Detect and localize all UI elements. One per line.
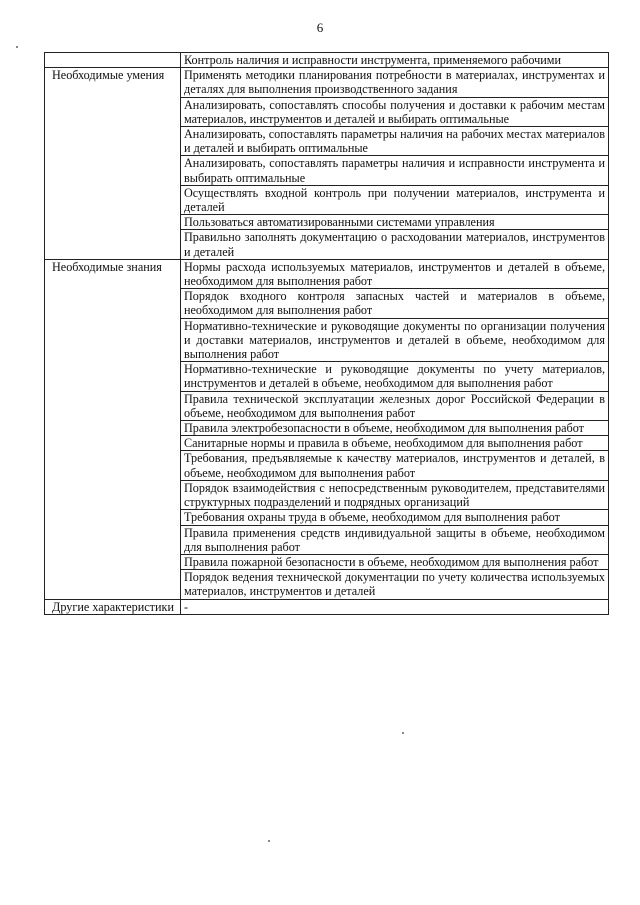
- text-cell: Требования, предъявляемые к качеству материалов, инструментов и деталей, в объеме, необходимом для выполнения работ: [181, 451, 609, 480]
- scan-speck: [402, 732, 404, 734]
- text-cell: Анализировать, сопоставлять параметры наличия и исправности инструмента и выбирать оптимальные: [181, 156, 609, 185]
- section-label-knowledge: Необходимые знания: [45, 259, 181, 599]
- text-cell: Правила технической эксплуатации железных дорог Российской Федерации в объеме, необходимом для выполнения работ: [181, 391, 609, 420]
- page-number: 6: [316, 20, 324, 35]
- text-cell: Требования охраны труда в объеме, необходимом для выполнения работ: [181, 510, 609, 525]
- text-cell: Порядок ведения технической документации по учету количества используемых материалов, инструментов и деталей: [181, 570, 609, 599]
- text-cell: Санитарные нормы и правила в объеме, необходимом для выполнения работ: [181, 436, 609, 451]
- text-cell: Нормы расхода используемых материалов, инструментов и деталей в объеме, необходимом для выполнения работ: [181, 259, 609, 288]
- section-label-other: Другие характеристики: [45, 599, 181, 614]
- text-cell: Анализировать, сопоставлять способы получения и доставки к рабочим местам материалов, инструментов и деталей и выбирать оптимальные: [181, 97, 609, 126]
- text-cell: Нормативно-технические и руководящие документы по учету материалов, инструментов и деталей в объеме, необходимом для выполнения работ: [181, 362, 609, 391]
- text-cell: Анализировать, сопоставлять параметры наличия на рабочих местах материалов и деталей и выбирать оптимальные: [181, 127, 609, 156]
- table-row: [45, 68, 609, 97]
- text-cell: Правильно заполнять документацию о расходовании материалов, инструментов и деталей: [181, 230, 609, 259]
- section-label-skills: Необходимые умения: [45, 68, 181, 260]
- table-row: [45, 599, 609, 614]
- text-cell: Правила применения средств индивидуальной защиты в объеме, необходимом для выполнения работ: [181, 525, 609, 554]
- text-cell: Правила электробезопасности в объеме, необходимом для выполнения работ: [181, 421, 609, 436]
- label-cell: [45, 53, 181, 68]
- text-cell: Осуществлять входной контроль при получении материалов, инструмента и деталей: [181, 185, 609, 214]
- text-cell: -: [181, 599, 609, 614]
- text-cell: Пользоваться автоматизированными системами управления: [181, 215, 609, 230]
- text-cell: Порядок входного контроля запасных частей и материалов в объеме, необходимом для выполнения работ: [181, 289, 609, 318]
- scan-speck: [268, 840, 270, 842]
- table-row: [45, 259, 609, 288]
- scan-speck: [16, 46, 18, 48]
- text-cell: Нормативно-технические и руководящие документы по организации получения и доставки материалов, инструментов и деталей в объеме, необходимом для выполнения работ: [181, 318, 609, 362]
- text-cell: Применять методики планирования потребности в материалах, инструментах и деталях для выполнения производственного задания: [181, 68, 609, 97]
- table-row: [45, 53, 609, 68]
- characteristics-table: [44, 52, 609, 615]
- text-cell: Правила пожарной безопасности в объеме, необходимом для выполнения работ: [181, 554, 609, 569]
- text-cell: Порядок взаимодействия с непосредственным руководителем, представителями структурных подразделений и подрядных организаций: [181, 480, 609, 509]
- text-cell: Контроль наличия и исправности инструмента, применяемого рабочими: [181, 53, 609, 68]
